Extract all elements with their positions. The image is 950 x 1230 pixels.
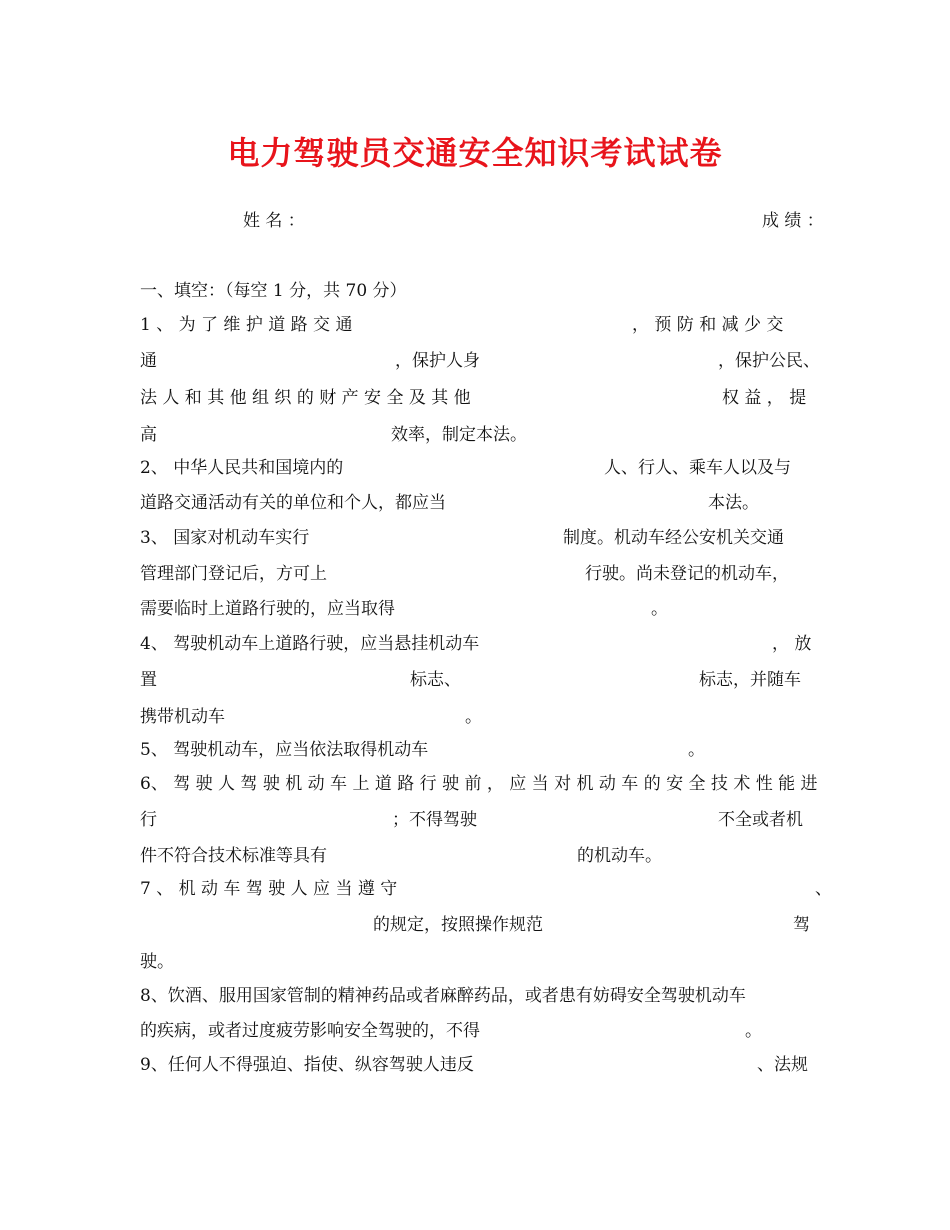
q6-line2-end: 不全或者机 [718,810,803,830]
q5-line1-end: 。 [688,740,705,760]
q6-line3-start: 件不符合技术标准等具有 [140,846,327,866]
q7-line1-start: 7 、 机 动 车 驾 驶 人 应 当 遵 守 [140,879,398,899]
q7-line1-end: 、 [815,879,832,899]
q7-line3: 驶。 [140,952,174,972]
q4-line1-start: 4、 驾驶机动车上道路行驶，应当悬挂机动车 [140,634,480,654]
q2-line1-start: 2、 中华人民共和国境内的 [140,458,344,478]
q8-line1: 8、饮酒、服用国家管制的精神药品或者麻醉药品，或者患有妨碍安全驾驶机动车 [140,986,746,1006]
q1-line4-end: 效率，制定本法。 [391,425,527,445]
q2-line2-end: 本法。 [708,493,759,513]
q4-line2-start: 置 [140,670,157,690]
q8-line2-start: 的疾病，或者过度疲劳影响安全驾驶的，不得 [140,1021,480,1041]
q1-line3-end: 权 益 ， 提 [722,388,807,408]
q2-line1-end: 人、行人、乘车人以及与 [604,458,791,478]
q8-line2-end: 。 [745,1021,762,1041]
section-heading: 一、填空：（每空 1 分，共 70 分） [140,281,407,301]
q1-line2-mid: ，保护人身 [395,351,480,371]
q6-line3-end: 的机动车。 [577,846,662,866]
q1-line2-end: ，保护公民、 [718,351,820,371]
q4-line2-mid: 标志、 [410,670,461,690]
q1-line2-start: 通 [140,351,157,371]
q5-line1-start: 5、 驾驶机动车，应当依法取得机动车 [140,740,429,760]
q4-line3-start: 携带机动车 [140,707,225,727]
name-label: 姓 名 ： [243,211,305,231]
q3-line1-end: 制度。机动车经公安机关交通 [563,528,784,548]
q1-line1-start: 1 、 为 了 维 护 道 路 交 通 [140,315,353,335]
q4-line1-end: ， 放 [772,634,812,654]
q3-line3-end: 。 [651,599,668,619]
q1-line4-start: 高 [140,425,157,445]
q3-line3-start: 需要临时上道路行驶的，应当取得 [140,599,395,619]
q6-line1: 6、 驾 驶 人 驾 驶 机 动 车 上 道 路 行 驶 前 ， 应 当 对 机 动 车 的 安 全 技 术 性 能 进 [140,774,818,794]
q4-line3-end: 。 [465,707,482,727]
q7-line2-mid: 的规定，按照操作规范 [373,915,543,935]
q3-line1-start: 3、 国家对机动车实行 [140,528,310,548]
page-title: 电力驾驶员交通安全知识考试试卷 [227,134,723,172]
q3-line2-end: 行驶。尚未登记的机动车， [585,564,789,584]
q6-line2-start: 行 [140,810,157,830]
q1-line1-end: ， 预 防 和 减 少 交 [632,315,784,335]
q6-line2-mid: ；不得驾驶 [392,810,477,830]
q3-line2-start: 管理部门登记后，方可上 [140,564,327,584]
q1-line3-start: 法 人 和 其 他 组 织 的 财 产 安 全 及 其 他 [140,388,471,408]
score-label: 成 绩 ： [762,211,824,231]
q9-line1-end: 、法规 [757,1055,808,1075]
q2-line2-start: 道路交通活动有关的单位和个人，都应当 [140,493,446,513]
q7-line2-end: 驾 [793,915,810,935]
q4-line2-end: 标志，并随车 [699,670,801,690]
q9-line1-start: 9、任何人不得强迫、指使、纵容驾驶人违反 [140,1055,474,1075]
